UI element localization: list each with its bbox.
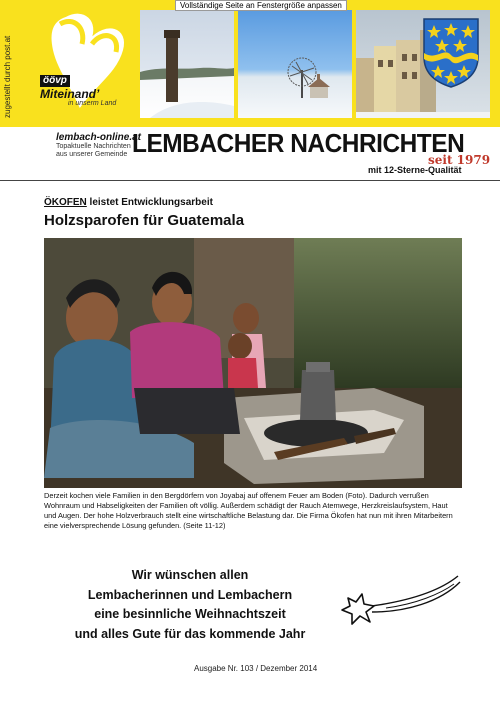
newspaper-title: LEMBACHER NACHRICHTEN	[132, 128, 465, 158]
article-kicker	[44, 197, 213, 208]
greeting-line: Lembacherinnen und Lembachern	[87, 587, 293, 602]
photo-winter-field	[140, 10, 234, 118]
logo-wordmark	[40, 70, 132, 108]
issue-number: Ausgabe Nr. 103 / Dezember 2014	[194, 664, 318, 673]
quality-label: mit 12-Sterne-Qualität	[368, 165, 462, 175]
slogan-label: in unserm Land	[68, 100, 117, 107]
header-banner	[0, 0, 500, 127]
kicker-text: leistet Entwicklungsarbeit	[86, 197, 213, 208]
comet-star-icon	[336, 572, 464, 644]
delivery-note: zugestellt durch post.at	[3, 35, 12, 118]
kicker-brand: ÖKOFEN	[44, 197, 87, 208]
greeting-line: Wir wünschen allen	[131, 568, 249, 582]
fit-page-tooltip: Vollständige Seite an Fenstergröße anpassen	[175, 0, 347, 11]
christmas-greeting	[40, 566, 340, 644]
photo-snowy-chapel	[238, 10, 352, 118]
coat-of-arms-icon	[422, 17, 480, 89]
since-label: seit 1979	[428, 153, 491, 167]
site-url: lembach-online.at	[56, 132, 142, 143]
article-photo	[44, 238, 462, 488]
article-headline: Holzsparofen für Guatemala	[44, 212, 245, 229]
photo-caption: Derzeit kochen viele Familien in den Bergdörfern von Joyabaj auf offenem Feuer am Boden (Foto). Dadurch verrußen Wohnraum und Habseligkeiten der Familien oft völlig. Außerdem schädigt der Rauch Atemwege, Herzkreislaufsystem, Haut und Augen. Der hohe Holzverbrauch stellt eine wirtschaftliche Belastung dar. Die Firma Ökofen hat nun mit ihren Mitarbeitern eine vielversprechende Lösung gefunden. (Seite 11-12)	[44, 491, 453, 530]
party-label: öövp	[40, 75, 70, 87]
greeting-line: eine besinnliche Weihnachtszeit	[94, 607, 286, 621]
site-tagline: Topaktuelle Nachrichten aus unserer Gemeinde	[56, 143, 131, 158]
header-divider	[0, 180, 500, 181]
brand-label: Miteinand’	[40, 87, 100, 101]
greeting-line: und alles Gute für das kommende Jahr	[74, 626, 306, 641]
